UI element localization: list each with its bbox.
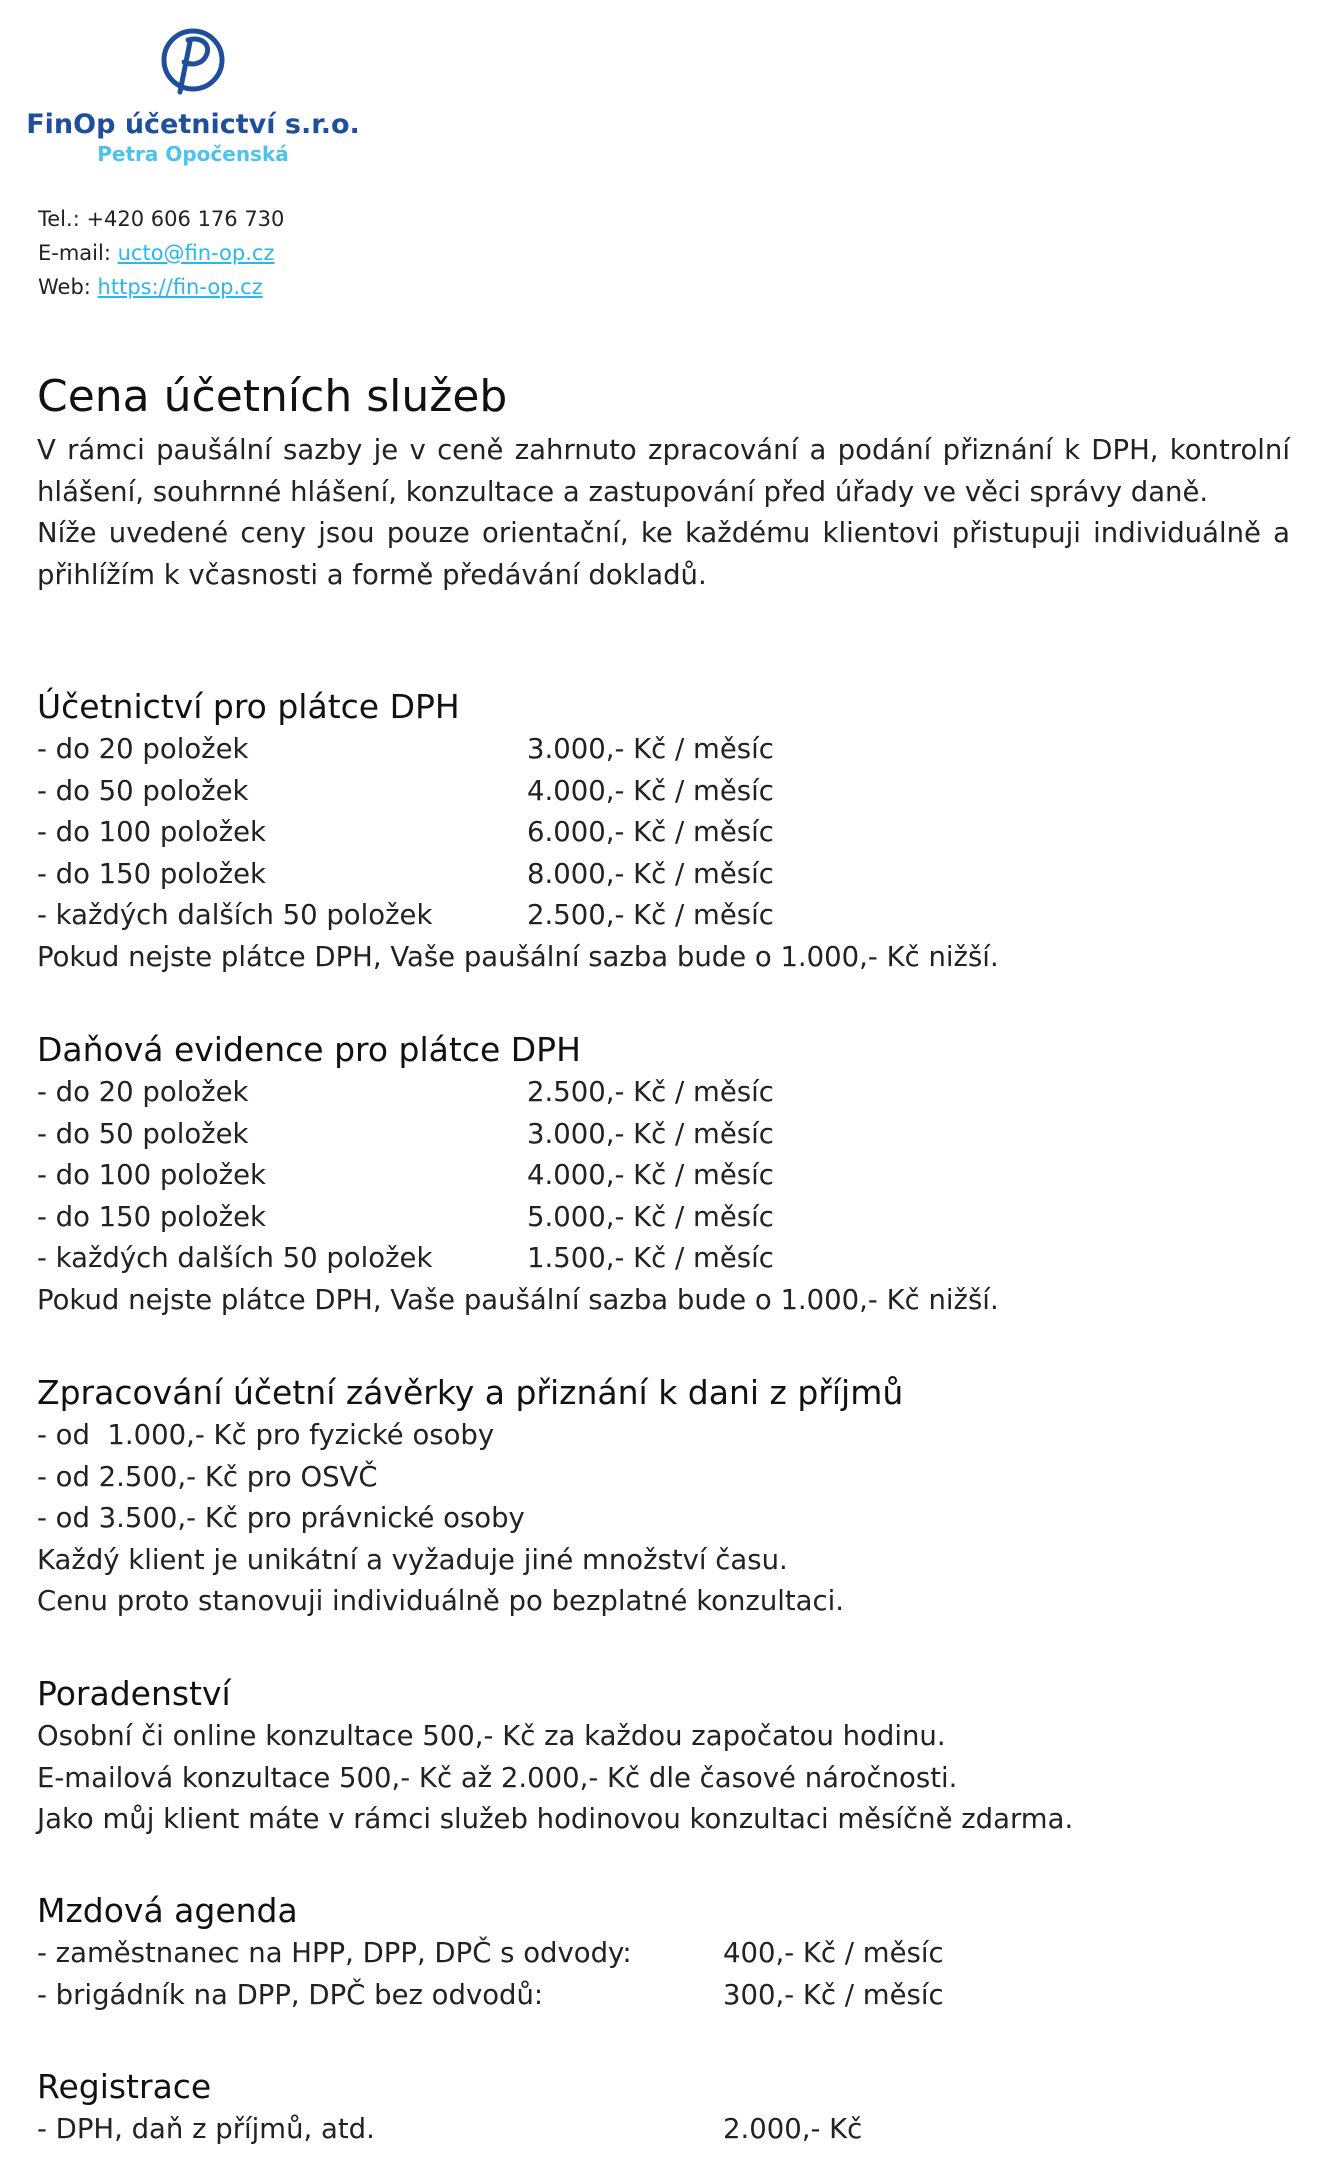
section-heading: Poradenství <box>37 1674 231 1713</box>
section-heading: Daňová evidence pro plátce DPH <box>37 1030 581 1069</box>
price-value: 3.000,- Kč / měsíc <box>527 733 774 765</box>
intro-paragraph: Níže uvedené ceny jsou pouze orientační, ke každému klientovi přistupuji individuálně a přihlížím k včasnosti a formě předávání dokladů. <box>37 517 1290 591</box>
section-note: Pokud nejste plátce DPH, Vaše paušální sazba bude o 1.000,- Kč nižší. <box>37 1283 999 1316</box>
section-accounting <box>37 685 1290 979</box>
price-row <box>37 2109 1290 2151</box>
price-row <box>37 895 1290 937</box>
intro-text <box>37 430 1290 596</box>
section-line: - od 3.500,- Kč pro právnické osoby <box>37 1502 525 1535</box>
price-row <box>37 1072 1290 1114</box>
price-label: - do 50 položek <box>37 774 249 807</box>
section-note: Pokud nejste plátce DPH, Vaše paušální sazba bude o 1.000,- Kč nižší. <box>37 940 999 973</box>
price-row <box>37 812 1290 854</box>
price-label: - každých dalších 50 položek <box>37 899 433 932</box>
section-line: Jako můj klient máte v rámci služeb hodinovou konzultaci měsíčně zdarma. <box>37 1803 1074 1836</box>
price-label: - do 50 položek <box>37 1117 249 1150</box>
price-value: 2.500,- Kč / měsíc <box>527 1076 774 1108</box>
price-label: - do 150 položek <box>37 1200 266 1233</box>
contact-tel <box>38 202 284 236</box>
price-value: 6.000,- Kč / měsíc <box>527 816 774 849</box>
section-closing <box>37 1371 1290 1623</box>
section-line: Cenu proto stanovuji individuálně po bezplatné konzultaci. <box>37 1585 845 1618</box>
company-logo-icon <box>160 28 226 98</box>
price-label: - do 100 položek <box>37 1159 266 1192</box>
contact-label: Tel.: <box>38 207 80 231</box>
price-label: - do 100 položek <box>37 816 266 849</box>
contact-block <box>38 202 284 304</box>
owner-name: Petra Opočenská <box>97 142 289 166</box>
section-heading: Zpracování účetní závěrky a přiznání k dani z příjmů <box>37 1373 904 1412</box>
contact-web <box>38 270 284 304</box>
price-label: - do 150 položek <box>37 857 266 890</box>
price-value: 2.500,- Kč / měsíc <box>527 899 774 932</box>
section-tax-records <box>37 1028 1290 1322</box>
price-row <box>37 771 1290 813</box>
price-label: - zaměstnanec na HPP, DPP, DPČ s odvody: <box>37 1937 632 1969</box>
phone-number: +420 606 176 730 <box>86 207 285 231</box>
company-name: FinOp účetnictví s.r.o. <box>26 109 360 140</box>
price-value: 1.500,- Kč / měsíc <box>527 1242 774 1275</box>
price-label: - brigádník na DPP, DPČ bez odvodů: <box>37 1978 544 2011</box>
section-line: E-mailová konzultace 500,- Kč až 2.000,- Kč dle časové náročnosti. <box>37 1761 958 1794</box>
price-value: 4.000,- Kč / měsíc <box>527 774 774 807</box>
contact-email <box>38 236 284 270</box>
section-heading: Mzdová agenda <box>37 1891 298 1930</box>
price-row <box>37 1155 1290 1197</box>
price-row <box>37 729 1290 771</box>
price-value: 400,- Kč / měsíc <box>723 1937 944 1969</box>
price-label: - každých dalších 50 položek <box>37 1242 433 1275</box>
price-row <box>37 1975 1290 2017</box>
price-label: - do 20 položek <box>37 1076 249 1108</box>
section-consulting <box>37 1672 1290 1841</box>
price-row <box>37 1114 1290 1156</box>
price-value: 5.000,- Kč / měsíc <box>527 1200 774 1233</box>
contact-label: E-mail: <box>38 241 111 265</box>
page-title: Cena účetních služeb <box>37 371 508 422</box>
price-value: 2.000,- Kč <box>723 2113 863 2145</box>
web-link[interactable]: https://fin-op.cz <box>97 275 263 299</box>
section-payroll <box>37 1889 1290 2016</box>
price-value: 300,- Kč / měsíc <box>723 1978 944 2011</box>
email-link[interactable]: ucto@fin-op.cz <box>117 241 275 265</box>
price-row <box>37 1197 1290 1239</box>
section-heading: Registrace <box>37 2067 212 2106</box>
price-row <box>37 1238 1290 1280</box>
price-label: - do 20 položek <box>37 733 249 765</box>
price-value: 8.000,- Kč / měsíc <box>527 857 774 890</box>
price-row <box>37 854 1290 896</box>
price-value: 3.000,- Kč / měsíc <box>527 1117 774 1150</box>
section-line: Každý klient je unikátní a vyžaduje jiné množství času. <box>37 1543 788 1576</box>
price-label: - DPH, daň z příjmů, atd. <box>37 2113 375 2145</box>
section-line: Osobní či online konzultace 500,- Kč za každou započatou hodinu. <box>37 1720 946 1752</box>
contact-label: Web: <box>38 275 91 299</box>
price-value: 4.000,- Kč / měsíc <box>527 1159 774 1192</box>
intro-paragraph: V rámci paušální sazby je v ceně zahrnuto zpracování a podání přiznání k DPH, kontrolní hlášení, souhrnné hlášení, konzultace a zastupování před úřady ve věci správy daně. <box>37 434 1290 508</box>
section-line: - od 2.500,- Kč pro OSVČ <box>37 1460 378 1493</box>
section-line: - od 1.000,- Kč pro fyzické osoby <box>37 1419 495 1451</box>
section-registration <box>37 2065 1290 2151</box>
price-row <box>37 1933 1290 1975</box>
section-heading: Účetnictví pro plátce DPH <box>37 687 460 726</box>
